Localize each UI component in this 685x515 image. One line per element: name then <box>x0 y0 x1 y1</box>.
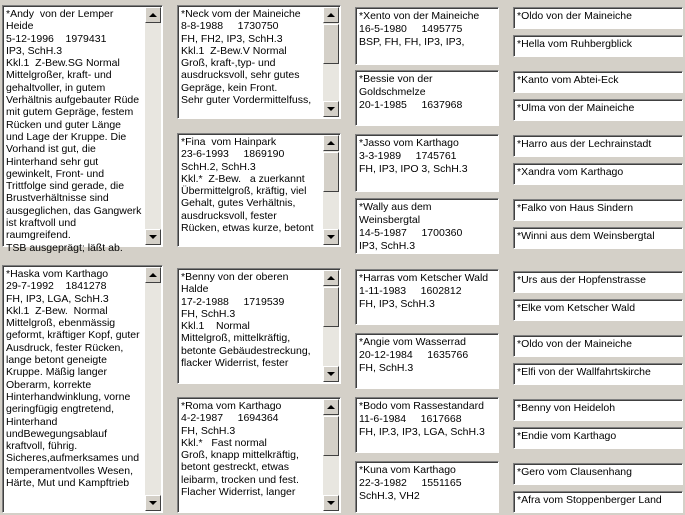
ancestor-name: *Elfi von der Wallfahrtskirche <box>517 366 651 378</box>
scroll-down-button[interactable] <box>145 229 161 245</box>
ancestor-name: *Benny von Heideloh <box>517 402 616 414</box>
ancestor-field[interactable] <box>513 271 683 293</box>
scroll-thumb[interactable] <box>323 416 339 456</box>
ancestor-field[interactable] <box>513 463 683 485</box>
great-grandparent-box[interactable] <box>355 70 499 126</box>
great-grandparent-box[interactable] <box>355 333 499 389</box>
ancestor-name: *Xandra vom Karthago <box>517 166 624 178</box>
grandparent-textbox-4[interactable] <box>177 397 341 513</box>
scroll-thumb[interactable] <box>323 152 339 192</box>
ancestor-name: *Afra vom Stoppenberger Land <box>517 494 662 506</box>
scroll-up-button[interactable] <box>145 267 161 283</box>
scrollbar[interactable] <box>323 270 339 382</box>
sire-textbox[interactable] <box>2 5 163 254</box>
ancestor-name: *Ulma von der Maineiche <box>517 102 635 114</box>
grandparent-text-1: *Neck vom der Maineiche 8-8-1988 1730750 FH, FH2, IP3, SchH.3 Kkl.1 Z-Bew.V Normal Groß, kraft-,typ- und ausdrucksvoll, sehr gutes Gepräge, kein Front. Sehr guter Vordermittelfuss, <box>181 8 312 107</box>
ancestor-field[interactable] <box>513 227 683 249</box>
scroll-up-button[interactable] <box>323 135 339 151</box>
scroll-down-button[interactable] <box>323 229 339 245</box>
ancestor-name: *Urs aus der Hopfenstrasse <box>517 274 646 286</box>
great-grandparent-box[interactable] <box>355 397 499 453</box>
great-grandparent-text: *Angie vom Wasserrad 20-12-1984 1635766 FH, SchH.3 <box>359 336 469 374</box>
sire-text: *Andy von der Lemper Heide 5-12-1996 1979431 IP3, SchH.3 Kkl.1 Z-Bew.SG Normal Mittelgroßer, kraft- und gehaltvoller, in gutem Verhältnis aufgebauter Rüde mit gutem Gepräge, festem Rücken und guter Länge und Lage der Kruppe. Die Vorhand ist gut, die Hinterhand sehr gut gewinkelt, Front- und Trittfolge sind gerade, die Brustverhältnisse sind ausgeglichen, das Gangwerk ist kraftvoll und raumgreifend. TSB ausgeprägt; läßt ab. <box>6 8 142 254</box>
ancestor-name: *Harro aus der Lechrainstadt <box>517 138 652 150</box>
ancestor-field[interactable] <box>513 163 683 185</box>
sire-scrollbar[interactable] <box>145 7 161 245</box>
scroll-up-button[interactable] <box>145 7 161 23</box>
great-grandparent-text: *Bodo vom Rassestandard 11-6-1984 1617668 FH, IP.3, IP3, LGA, SchH.3 <box>359 400 485 438</box>
ancestor-name: *Falko von Haus Sindern <box>517 202 634 214</box>
dam-scrollbar[interactable] <box>145 267 161 511</box>
scroll-down-button[interactable] <box>145 495 161 511</box>
great-grandparent-text: *Bessie von der Goldschmelze 20-1-1985 1637968 <box>359 73 463 111</box>
great-grandparent-box[interactable] <box>355 7 499 65</box>
scroll-up-button[interactable] <box>323 7 339 23</box>
scroll-down-button[interactable] <box>323 495 339 511</box>
ancestor-name: *Endie vom Karthago <box>517 430 617 442</box>
scroll-thumb[interactable] <box>323 24 339 64</box>
ancestor-name: *Elke vom Ketscher Wald <box>517 302 636 314</box>
dam-textbox[interactable] <box>2 265 163 513</box>
grandparent-text-4: *Roma vom Karthago 4-2-1987 1694364 FH, SchH.3 Kkl.* Fast normal Groß, knapp mittelkräftig, betont gestreckt, etwas leibarm, trocken und fest. Flacher Widerrist, langer <box>181 400 299 499</box>
ancestor-field[interactable] <box>513 135 683 157</box>
scroll-up-button[interactable] <box>323 399 339 415</box>
ancestor-field[interactable] <box>513 335 683 357</box>
ancestor-name: *Kanto vom Abtei-Eck <box>517 74 619 86</box>
great-grandparent-text: *Harras vom Ketscher Wald 1-11-1983 1602812 FH, IP3, SchH.3 <box>359 272 489 310</box>
grandparent-text-2: *Fina vom Hainpark 23-6-1993 1869190 SchH.2, SchH.3 Kkl.* Z-Bew. a zuerkannt Übermittelgroß, kräftig, viel Gehalt, gutes Verhältnis, ausdrucksvoll, fester Rücken, etwas kurze, betont <box>181 136 314 235</box>
ancestor-field[interactable] <box>513 399 683 421</box>
ancestor-name: *Hella vom Ruhbergblick <box>517 38 632 50</box>
scrollbar[interactable] <box>323 135 339 245</box>
ancestor-field[interactable] <box>513 299 683 321</box>
great-grandparent-box[interactable] <box>355 461 499 513</box>
scroll-up-button[interactable] <box>323 270 339 286</box>
ancestor-field[interactable] <box>513 491 683 513</box>
great-grandparent-box[interactable] <box>355 198 499 254</box>
scroll-thumb[interactable] <box>323 287 339 327</box>
scroll-down-button[interactable] <box>323 366 339 382</box>
grandparent-text-3: *Benny von der oberen Halde 17-2-1988 1719539 FH, SchH.3 Kkl.1 Normal Mittelgroß, mittelkräftig, betonte Gebäudestreckung, flacker Widerrist, fester <box>181 271 311 370</box>
ancestor-name: *Oldo von der Maineiche <box>517 10 632 22</box>
ancestor-field[interactable] <box>513 363 683 385</box>
scrollbar[interactable] <box>323 7 339 117</box>
grandparent-textbox-1[interactable] <box>177 5 341 119</box>
ancestor-field[interactable] <box>513 427 683 449</box>
great-grandparent-text: *Wally aus dem Weinsbergtal 14-5-1987 1700360 IP3, SchH.3 <box>359 201 463 252</box>
ancestor-field[interactable] <box>513 7 683 29</box>
great-grandparent-text: *Xento von der Maineiche 16-5-1980 1495775 BSP, FH, FH, IP3, IP3, <box>359 10 480 48</box>
ancestor-name: *Winni aus dem Weinsbergtal <box>517 230 655 242</box>
ancestor-name: *Oldo von der Maineiche <box>517 338 632 350</box>
great-grandparent-text: *Kuna vom Karthago 22-3-1982 1551165 SchH.3, VH2 <box>359 464 462 502</box>
dam-text: *Haska vom Karthago 29-7-1992 1841278 FH, IP3, LGA, SchH.3 Kkl.1 Z-Bew. Normal Mittelgroß, ebenmässig geformt, kräftiger Kopf, guter Ausdruck, fester Rücken, lange betont geneigte Kruppe. Mäßig langer Oberarm, korrekte Hinterhandwinklung, vorne geringfügig engtretend, Hinterhand undBewegungsablauf kraftvoll, führig. Sicheres,aufmerksames und temperamentvolles Wesen, Härte, Mut und Kampftrieb <box>6 268 140 490</box>
ancestor-field[interactable] <box>513 71 683 93</box>
great-grandparent-text: *Jasso vom Karthago 3-3-1989 1745761 FH, IP3, IPO 3, SchH.3 <box>359 137 468 175</box>
ancestor-field[interactable] <box>513 99 683 121</box>
grandparent-textbox-3[interactable] <box>177 268 341 384</box>
scrollbar[interactable] <box>323 399 339 511</box>
great-grandparent-box[interactable] <box>355 269 499 325</box>
ancestor-name: *Gero vom Clausenhang <box>517 466 632 478</box>
ancestor-field[interactable] <box>513 35 683 57</box>
scroll-down-button[interactable] <box>323 101 339 117</box>
ancestor-field[interactable] <box>513 199 683 221</box>
great-grandparent-box[interactable] <box>355 134 499 192</box>
grandparent-textbox-2[interactable] <box>177 133 341 247</box>
